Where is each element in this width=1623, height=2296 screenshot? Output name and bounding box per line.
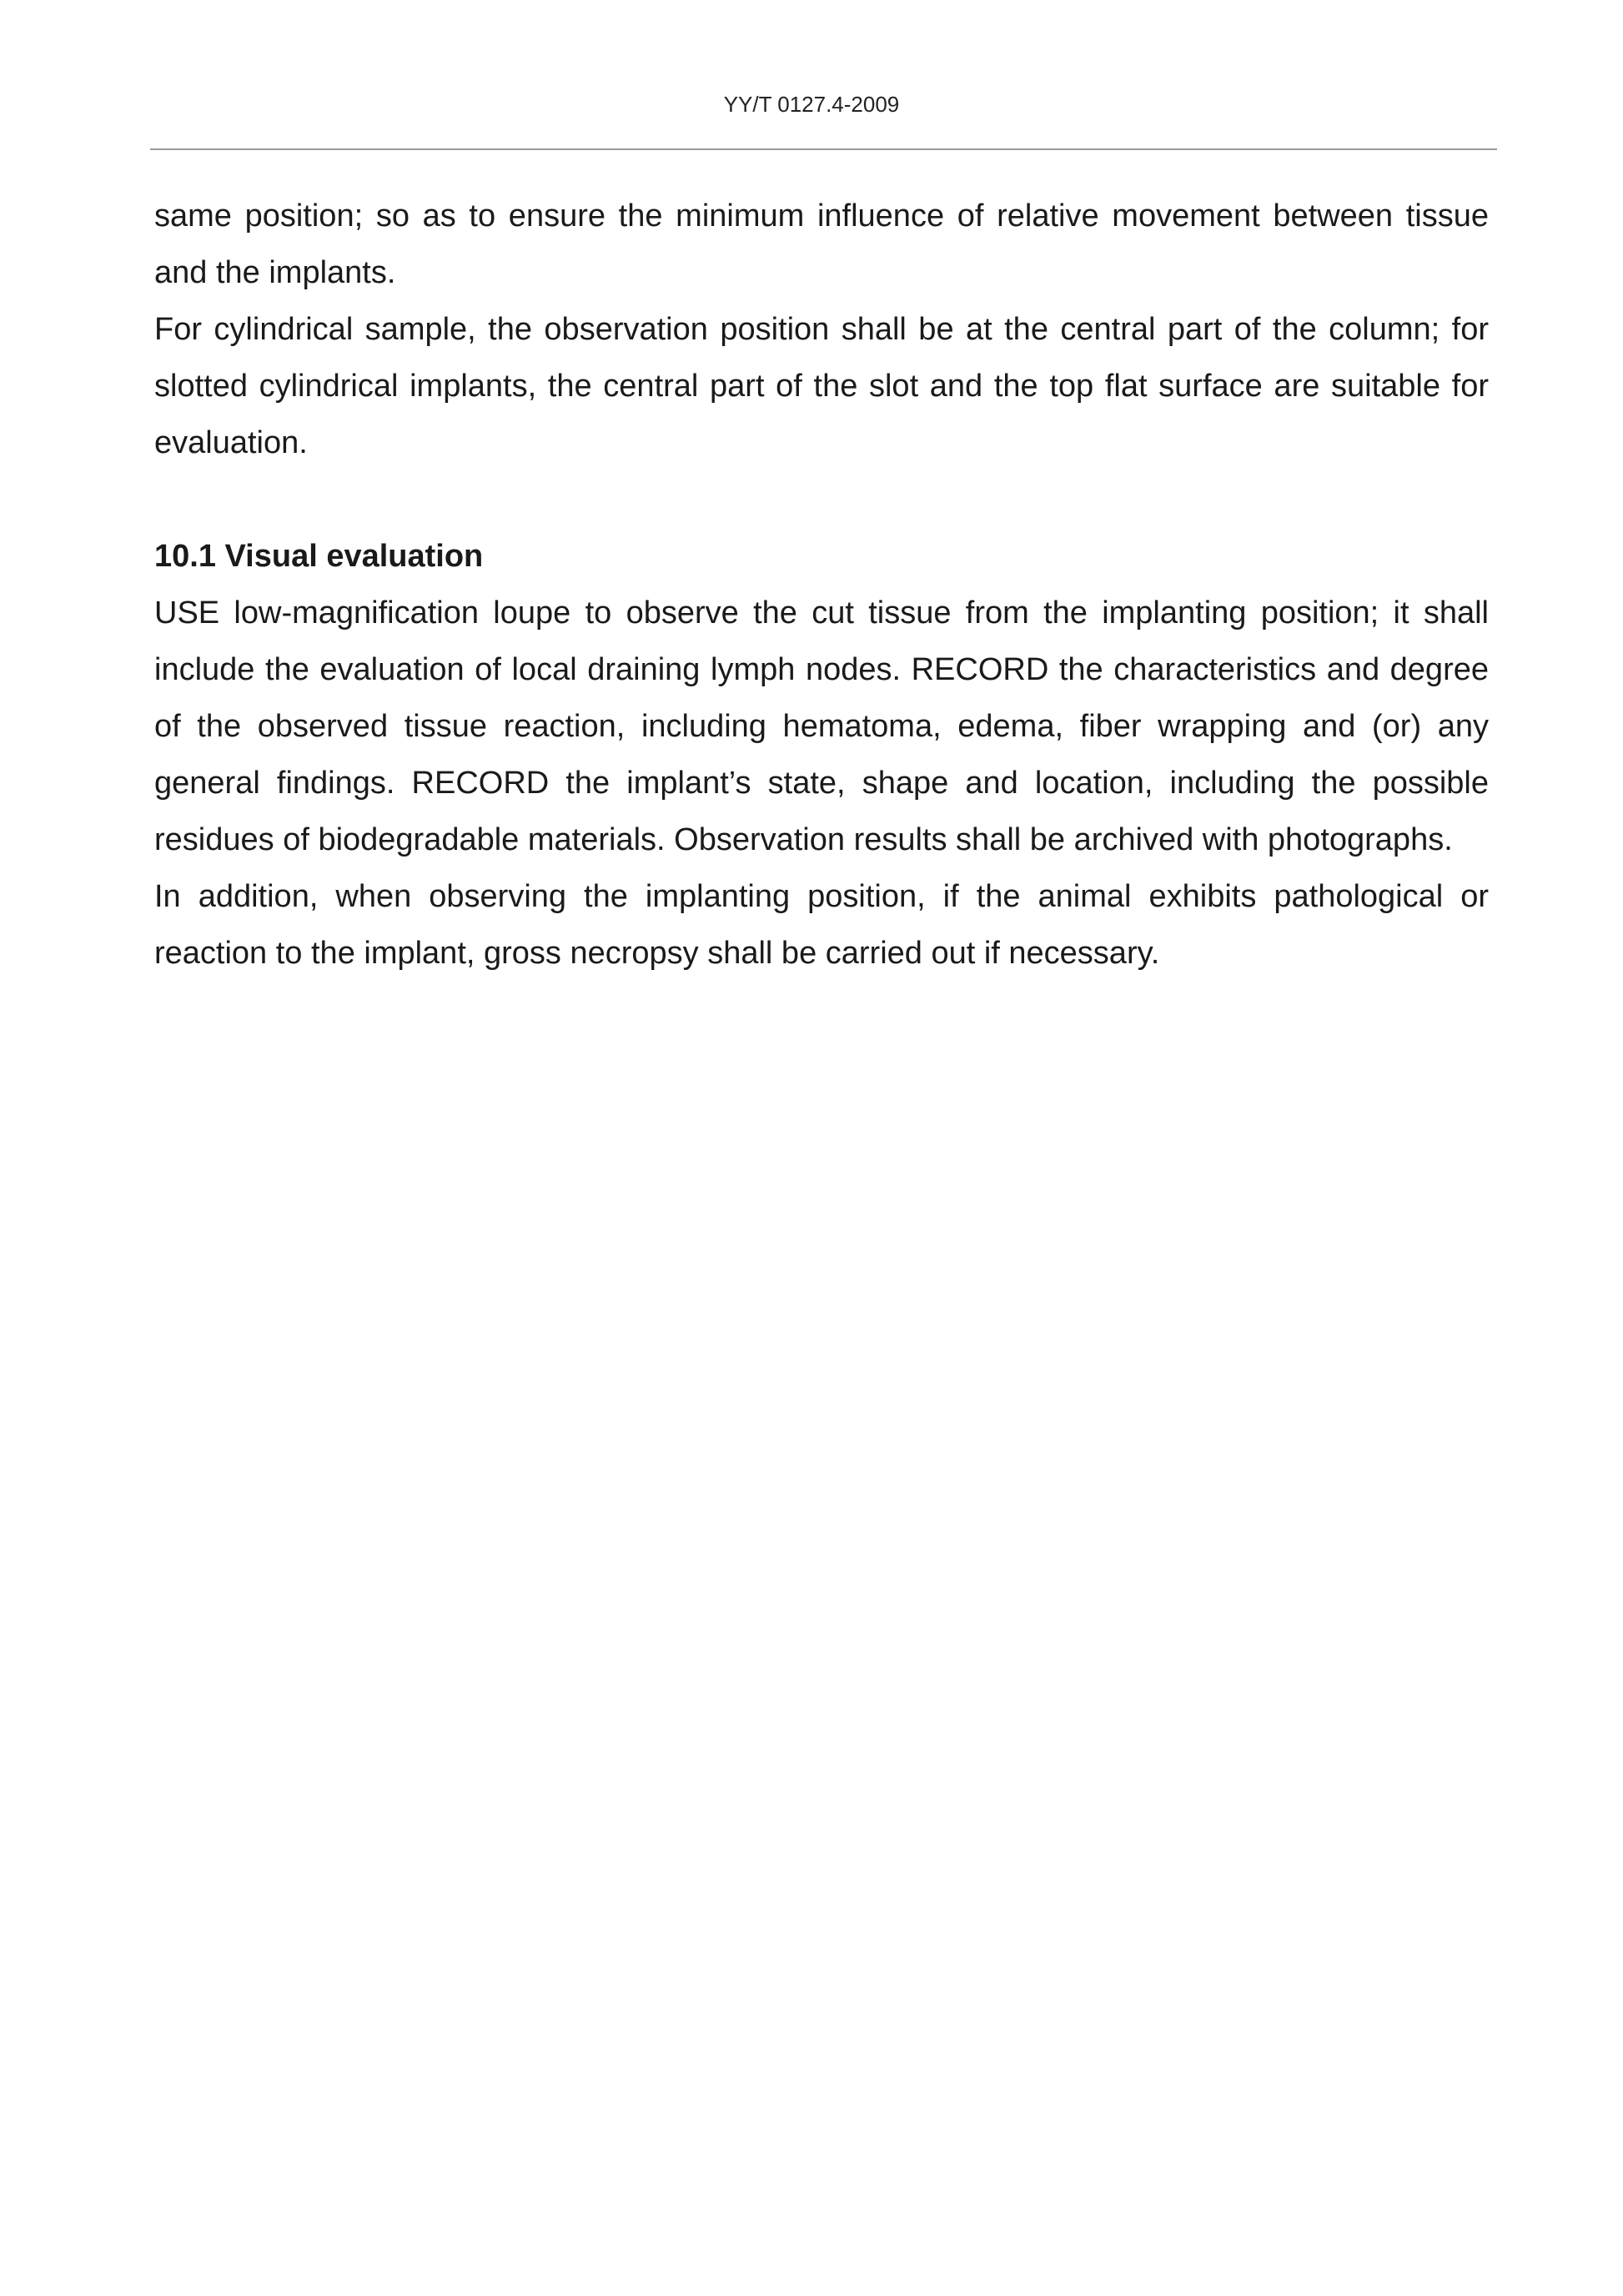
intro-paragraph-1: same position; so as to ensure the minimum influence of relative movement between tissue and the implants. xyxy=(154,198,1489,290)
section-spacer xyxy=(154,471,1489,528)
section-10-1-paragraph-1: USE low-magnification loupe to observe the cut tissue from the implanting position; it shall include the evaluation of local draining lymph nodes. RECORD the characteristics and degree of the observed tissue reaction, including hematoma, edema, fiber wrapping and (or) any general findings. RECORD the implant’s state, shape and location, including the possible residues of biodegradable materials. Observation results shall be archived with photographs. xyxy=(154,595,1489,857)
header-divider xyxy=(150,148,1497,150)
intro-paragraph-2: For cylindrical sample, the observation position shall be at the central part of the column; for slotted cylindrical implants, the central part of the slot and the top flat surface are suitable for evaluation. xyxy=(154,312,1489,460)
document-body xyxy=(154,188,1489,982)
section-10-1-heading: 10.1 Visual evaluation xyxy=(154,539,484,574)
section-10-1-paragraph-2: In addition, when observing the implanting position, if the animal exhibits pathological or reaction to the implant, gross necropsy shall be carried out if necessary. xyxy=(154,879,1489,971)
page-header-standard-code: YY/T 0127.4-2009 xyxy=(723,92,900,117)
